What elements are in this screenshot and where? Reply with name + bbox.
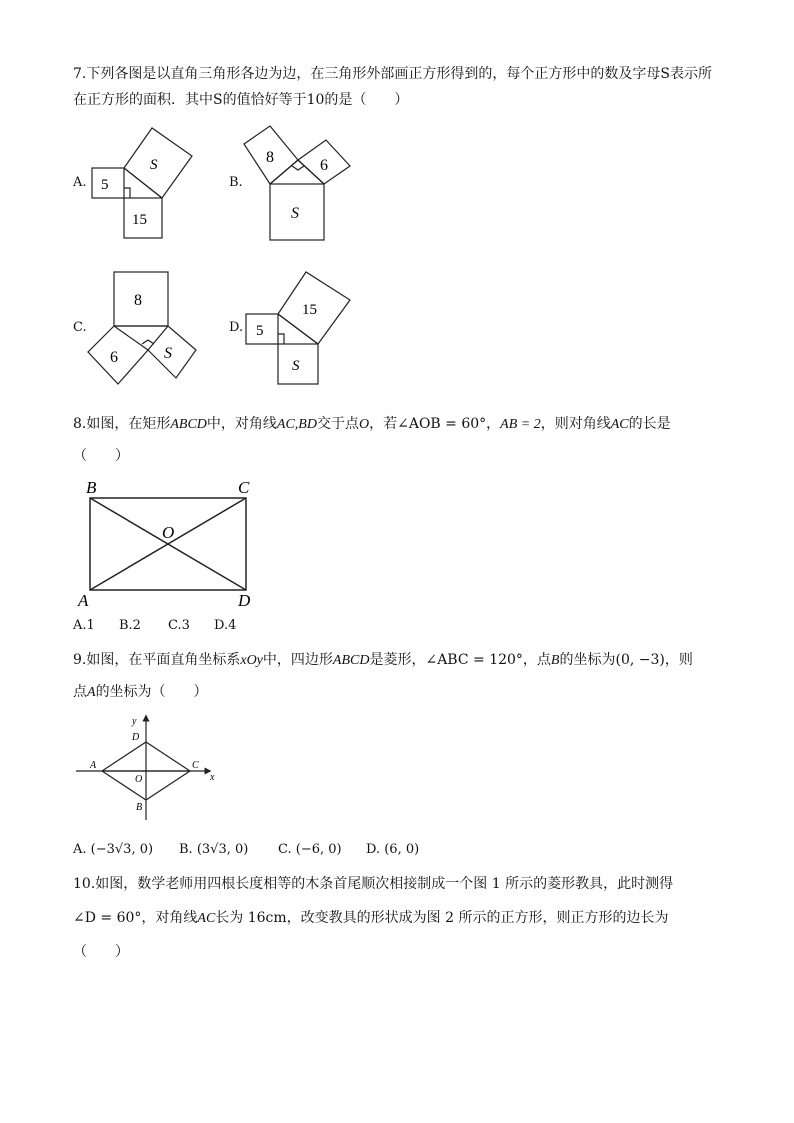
vertex-d-label: D (132, 732, 140, 743)
vertex-c-label: C (238, 478, 250, 497)
square-s-text: S (164, 345, 172, 362)
q8-option-d: D.4 (214, 618, 237, 633)
y-axis-label: y (132, 716, 137, 727)
q9-option-b: B. (3√3, 0) (179, 842, 249, 857)
square-s-text: S (150, 157, 158, 173)
q7-option-c-figure (84, 268, 204, 392)
square-s (148, 326, 196, 378)
square-15-text: 15 (302, 302, 317, 318)
q9-rhombus-figure (74, 712, 224, 824)
vertex-b-label: B (136, 802, 143, 813)
q8-option-a: A.1 (73, 618, 95, 633)
q7-option-d-label: D. (229, 320, 244, 335)
q7-option-a-figure (88, 122, 198, 246)
square-s (124, 128, 192, 198)
q10-text-line-3: （ ） (73, 944, 129, 960)
square-5-text: 5 (256, 323, 264, 339)
square-s-text: S (292, 358, 300, 374)
q7-text-line-1: 7.下列各图是以直角三角形各边为边，在三角形外部画正方形得到的，每个正方形中的数及字母S表示所 (73, 66, 712, 82)
q8-option-b: B.2 (119, 618, 141, 633)
q9-option-c: C. (−6, 0) (278, 842, 342, 857)
q8-option-c: C.3 (168, 618, 190, 633)
vertex-c-label: C (192, 760, 199, 771)
q9-text-line-2: 点A的坐标为（ ） (73, 684, 208, 700)
q9-text-line-1: 9.如图，在平面直角坐标系xOy中，四边形ABCD是菱形，∠ABC = 120°，点B的坐标为(0, −3)，则 (73, 652, 693, 668)
square-6 (88, 326, 148, 384)
origin-o-label: O (135, 774, 143, 785)
q7-option-c-label: C. (73, 320, 87, 335)
square-8-text: 8 (266, 149, 274, 166)
square-6-text: 6 (320, 157, 328, 174)
q9-option-a: A. (−3√3, 0) (73, 842, 154, 857)
q7-option-a-label: A. (73, 175, 87, 190)
q7-text-line-2: 在正方形的面积．其中S的值恰好等于10的是（ ） (73, 92, 409, 108)
q8-text-line-2: （ ） (73, 448, 129, 464)
q10-text-line-1: 10.如图，数学老师用四根长度相等的木条首尾顺次相接制成一个图 1 所示的菱形教具，此时测得 (73, 876, 674, 892)
q7-option-b-figure (240, 122, 360, 246)
q7-option-d-figure (240, 268, 356, 392)
x-axis-label: x (210, 772, 215, 783)
square-6-text: 6 (110, 349, 118, 366)
vertex-b-label: B (86, 478, 97, 497)
vertex-a-label: A (90, 760, 97, 771)
square-8-text: 8 (134, 292, 142, 309)
square-5-text: 5 (101, 177, 109, 193)
center-o-label: O (162, 523, 175, 542)
vertex-d-label: D (238, 591, 251, 610)
square-s-text: S (291, 205, 299, 222)
vertex-a-label: A (78, 591, 89, 610)
q9-option-d: D. (6, 0) (366, 842, 420, 857)
square-15-text: 15 (132, 212, 147, 228)
q8-rectangle-figure (74, 476, 264, 610)
q10-text-line-2: ∠D = 60°，对角线AC长为 16cm，改变教具的形状成为图 2 所示的正方形，则正方形的边长为 (73, 910, 669, 926)
q8-text-line-1: 8.如图，在矩形ABCD中，对角线AC,BD交于点O，若∠AOB = 60°，AB = 2，则对角线AC的长是 (73, 416, 671, 432)
q7-option-b-label: B. (229, 175, 243, 190)
